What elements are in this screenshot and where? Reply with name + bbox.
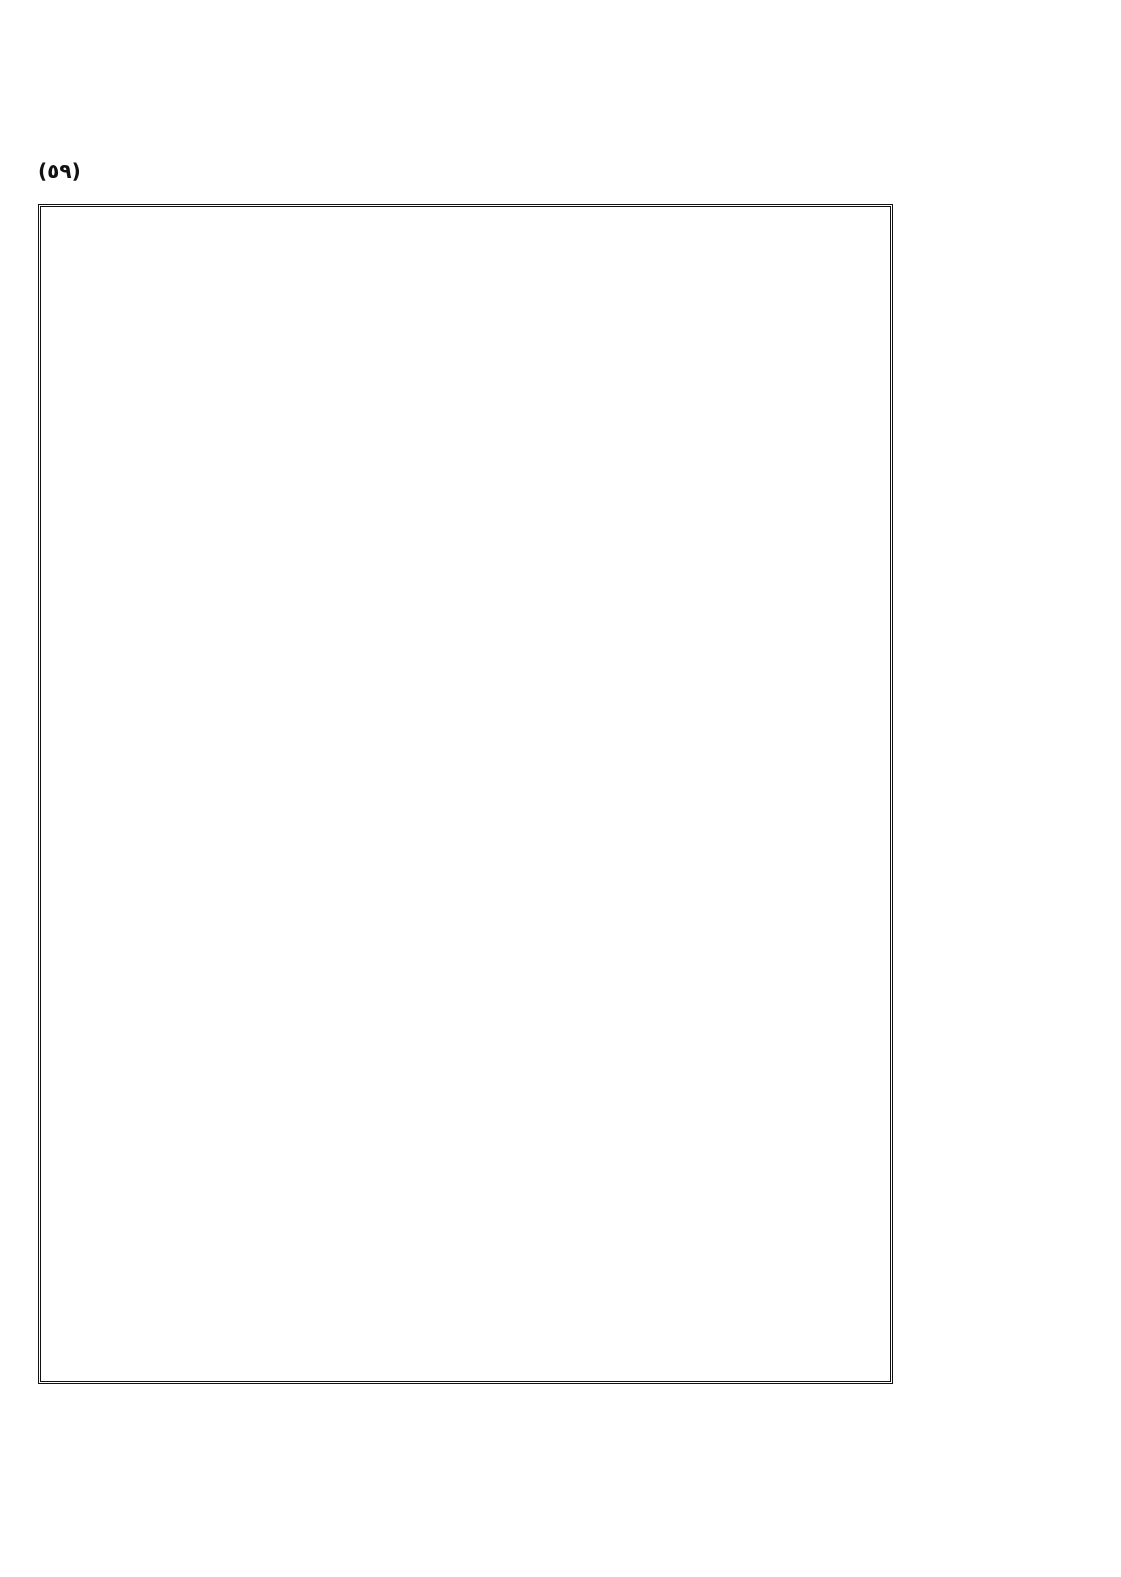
margin-line [909, 312, 1079, 348]
margin-line [909, 852, 1079, 888]
main-line [53, 763, 878, 800]
margin-line [909, 276, 1079, 312]
margin-line [909, 888, 1079, 924]
margin-line [909, 492, 1079, 528]
main-line [53, 653, 878, 690]
main-line [53, 580, 878, 617]
margin-line [909, 528, 1079, 564]
margin-line [909, 456, 1079, 492]
margin-line [909, 564, 1079, 600]
bottom-line [38, 1472, 1079, 1512]
main-line [53, 1164, 878, 1201]
main-line [53, 398, 878, 435]
margin-line [909, 1320, 1079, 1356]
main-line [53, 1310, 878, 1347]
main-line [53, 1347, 878, 1384]
main-line [53, 1201, 878, 1238]
margin-commentary [899, 204, 1079, 1384]
main-line [53, 1237, 878, 1274]
main-line [53, 325, 878, 362]
main-line [53, 1091, 878, 1128]
main-line [53, 617, 878, 654]
main-line [53, 726, 878, 763]
main-line [53, 982, 878, 1019]
margin-line [909, 744, 1079, 780]
main-line [53, 215, 878, 252]
main-line [53, 690, 878, 727]
margin-line [909, 1212, 1079, 1248]
main-line [53, 909, 878, 946]
margin-line [909, 600, 1079, 636]
margin-line [909, 204, 1079, 240]
main-line [53, 1274, 878, 1311]
main-line [53, 361, 878, 398]
margin-line [909, 996, 1079, 1032]
margin-line [909, 240, 1079, 276]
margin-line [909, 1248, 1079, 1284]
main-line [53, 544, 878, 581]
margin-line [909, 1068, 1079, 1104]
bottom-line [38, 1512, 1079, 1552]
margin-line [909, 672, 1079, 708]
bottom-line [38, 1432, 1079, 1472]
bottom-line [38, 1392, 1079, 1432]
margin-line [909, 1032, 1079, 1068]
margin-line [909, 636, 1079, 672]
margin-line [909, 1104, 1079, 1140]
margin-line [909, 780, 1079, 816]
main-line [53, 799, 878, 836]
margin-line [909, 708, 1079, 744]
margin-line [909, 1284, 1079, 1320]
top-line-with-page-number [38, 152, 1079, 190]
main-line [53, 1055, 878, 1092]
margin-line [909, 924, 1079, 960]
margin-line [909, 1140, 1079, 1176]
margin-line [909, 960, 1079, 996]
margin-line [909, 816, 1079, 852]
top-line [38, 76, 1079, 114]
middle-section [38, 204, 1079, 1384]
margin-line [909, 1176, 1079, 1212]
bottom-text-block [38, 1392, 1079, 1552]
main-line [53, 1018, 878, 1055]
main-line [53, 836, 878, 873]
main-line [53, 507, 878, 544]
main-line [53, 1128, 878, 1165]
main-line [53, 288, 878, 325]
main-line [53, 434, 878, 471]
margin-line [909, 420, 1079, 456]
main-text-frame [38, 204, 893, 1384]
main-line [53, 252, 878, 289]
top-text-block [38, 38, 1079, 198]
top-line [38, 38, 1079, 76]
main-line [53, 872, 878, 909]
margin-line [909, 384, 1079, 420]
main-line [53, 945, 878, 982]
margin-line [909, 348, 1079, 384]
main-line [53, 471, 878, 508]
page-number: (٥٩) [38, 159, 81, 183]
top-line [38, 114, 1079, 152]
